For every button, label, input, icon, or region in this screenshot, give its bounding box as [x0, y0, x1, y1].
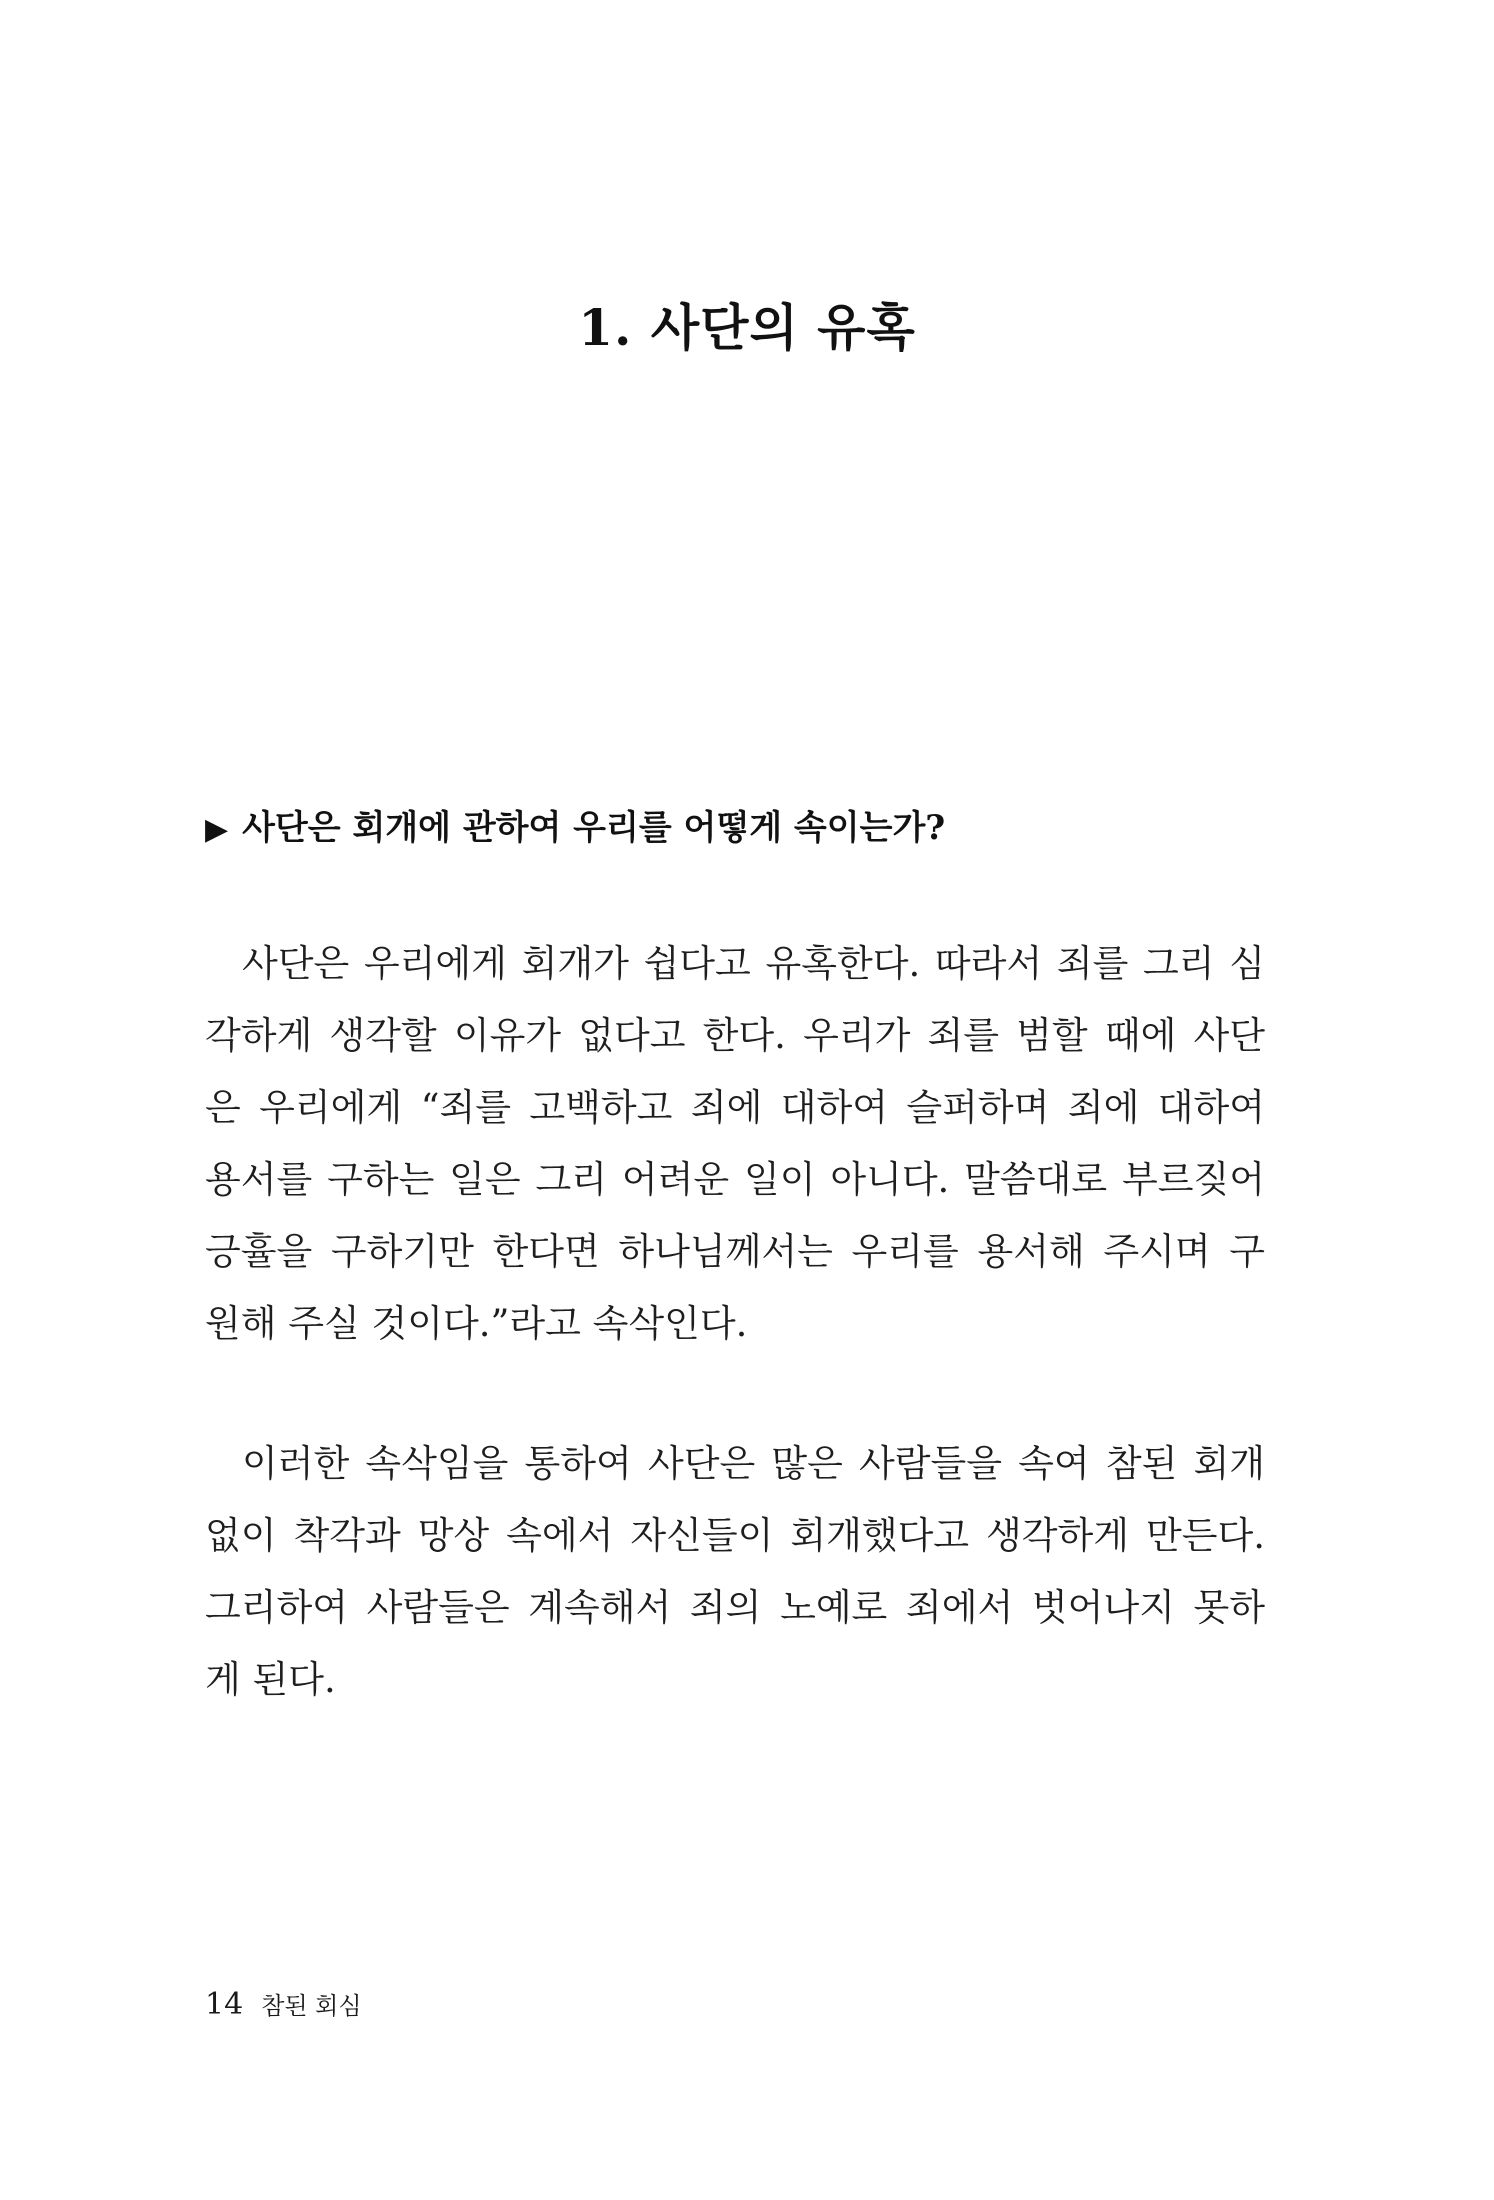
paragraph-line: 이러한 속삭임을 통하여 사단은 많은 사람들을 속여 참된 회개: [242, 1442, 1265, 1485]
page-number: 14: [205, 1987, 244, 2022]
paragraph-line: 긍휼을 구하기만 한다면 하나님께서는 우리를 용서해 주시며 구: [205, 1230, 1265, 1273]
paragraph-2: [205, 1428, 1265, 1716]
paragraph-line: 원해 주실 것이다.”라고 속삭인다.: [205, 1302, 748, 1345]
paragraph-line: 은 우리에게 “죄를 고백하고 죄에 대하여 슬퍼하며 죄에 대하여: [205, 1086, 1265, 1129]
question-text: 사단은 회개에 관하여 우리를 어떻게 속이는가?: [242, 808, 946, 848]
paragraph-line: 용서를 구하는 일은 그리 어려운 일이 아니다. 말씀대로 부르짖어: [205, 1158, 1265, 1201]
running-title: 참된 회심: [261, 1992, 362, 2020]
section-question: [205, 800, 1305, 849]
paragraph-line: 그리하여 사람들은 계속해서 죄의 노예로 죄에서 벗어나지 못하: [205, 1586, 1265, 1629]
paragraph-line: 게 된다.: [205, 1658, 336, 1701]
paragraph-line: 각하게 생각할 이유가 없다고 한다. 우리가 죄를 범할 때에 사단: [205, 1014, 1265, 1057]
chapter-title: 1. 사단의 유혹: [578, 298, 916, 357]
paragraph-line: 없이 착각과 망상 속에서 자신들이 회개했다고 생각하게 만든다.: [205, 1514, 1265, 1557]
paragraph-1: [205, 928, 1265, 1360]
triangle-bullet-icon: ▶: [205, 812, 229, 847]
page-footer: [205, 1986, 362, 2022]
paragraph-line: 사단은 우리에게 회개가 쉽다고 유혹한다. 따라서 죄를 그리 심: [242, 942, 1265, 985]
